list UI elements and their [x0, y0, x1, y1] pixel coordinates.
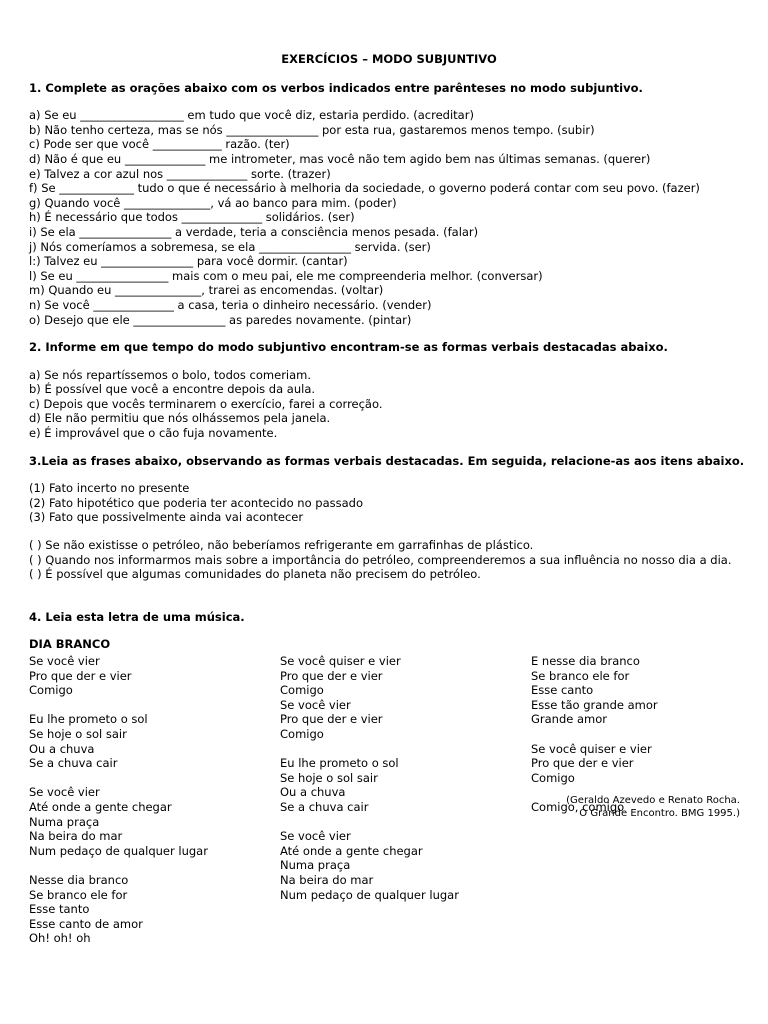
list-item: i) Se ela ________________ a verdade, teria a consciência menos pesada. (falar) [29, 224, 479, 239]
question-3-sentences [29, 538, 749, 582]
lyric-line: Se você vier [280, 829, 351, 844]
song-credits [548, 795, 740, 820]
lyric-line: Oh! oh! oh [29, 931, 91, 946]
lyric-line: Eu lhe prometo o sol [29, 712, 148, 727]
list-item: ( ) Se não existisse o petróleo, não beberíamos refrigerante em garrafinhas de plástico. [29, 538, 534, 553]
lyric-line: Comigo [280, 683, 324, 698]
list-item: e) É improvável que o cão fuja novamente. [29, 426, 278, 441]
credits-line: (Geraldo Azevedo e Renato Rocha. [566, 795, 740, 806]
lyric-line: Grande amor [531, 712, 608, 727]
question-1-items [29, 108, 749, 327]
lyric-line: Numa praça [280, 858, 351, 873]
song-title: DIA BRANCO [29, 637, 111, 652]
lyric-line: Pro que der e vier [280, 712, 383, 727]
question-2-items [29, 368, 749, 441]
lyric-line: E nesse dia branco [531, 654, 640, 668]
list-item: j) Nós comeríamos a sobremesa, se ela ________________ servida. (ser) [29, 239, 431, 254]
lyric-line: Na beira do mar [29, 829, 123, 844]
lyric-line: Comigo [531, 770, 575, 785]
lyric-line: Na beira do mar [280, 872, 374, 887]
lyric-line: Se a chuva cair [280, 799, 369, 814]
lyric-line: Esse tão grande amor [531, 697, 658, 712]
stanza-gap [29, 858, 208, 873]
lyric-line: Até onde a gente chegar [280, 843, 423, 858]
list-item: d) Ele não permitiu que nós olhássemos pela janela. [29, 411, 331, 426]
stanza-gap [531, 727, 658, 742]
list-item: a) Se eu __________________ em tudo que você diz, estaria perdido. (acreditar) [29, 108, 474, 123]
page-title: EXERCÍCIOS – MODO SUBJUNTIVO [281, 52, 497, 66]
list-item: c) Depois que vocês terminarem o exercício, farei a correção. [29, 396, 383, 411]
stanza-gap [29, 698, 208, 713]
lyric-line: Esse canto [531, 683, 594, 698]
lyric-line: Numa praça [29, 814, 100, 829]
list-item: m) Quando eu _______________, trarei as encomendas. (voltar) [29, 283, 384, 298]
lyric-line: Se você quiser e vier [280, 654, 401, 668]
lyric-line: Esse tanto [29, 902, 90, 917]
lyric-line: Nesse dia branco [29, 872, 129, 887]
credits-line: O Grande Encontro. BMG 1995.) [579, 807, 740, 819]
list-item: a) Se nós repartíssemos o bolo, todos comeriam. [29, 367, 312, 382]
lyric-line: Pro que der e vier [280, 668, 383, 683]
lyric-line: Até onde a gente chegar [29, 799, 172, 814]
list-item: g) Quando você _______________, vá ao banco para mim. (poder) [29, 195, 397, 210]
lyric-line: Se branco ele for [29, 887, 128, 902]
list-item: l) Se eu ________________ mais com o meu pai, ele me compreenderia melhor. (conversar) [29, 268, 543, 283]
list-item: o) Desejo que ele ________________ as paredes novamente. (pintar) [29, 312, 412, 327]
question-4-heading: 4. Leia esta letra de uma música. [29, 609, 245, 624]
lyrics-column-2 [280, 654, 459, 902]
lyric-line: Ou a chuva [280, 785, 346, 800]
lyric-line: Ou a chuva [29, 741, 95, 756]
list-item: f) Se _____________ tudo o que é necessário à melhoria da sociedade, o governo poderá contar com seu povo. (fazer) [29, 181, 700, 196]
list-item: d) Não é que eu ______________ me intrometer, mas você não tem agido bem nas últimas semanas. (querer) [29, 151, 651, 166]
list-item: b) Não tenho certeza, mas se nós ________________ por esta rua, gastaremos menos tempo. (subir) [29, 122, 595, 137]
lyric-line: Se você vier [280, 697, 351, 712]
list-item: ( ) Quando nos informarmos mais sobre a importância do petróleo, compreenderemos a sua influência no nosso dia a dia. [29, 552, 732, 567]
list-item: c) Pode ser que você ____________ razão. (ter) [29, 137, 290, 152]
lyric-line: Se você quiser e vier [531, 741, 652, 756]
list-item: (1) Fato incerto no presente [29, 481, 190, 496]
question-3-heading: 3.Leia as frases abaixo, observando as formas verbais destacadas. Em seguida, relacione-as aos itens abaixo. [29, 453, 745, 468]
stanza-gap [280, 815, 459, 830]
lyric-line: Num pedaço de qualquer lugar [280, 887, 459, 902]
question-3-options [29, 481, 749, 525]
list-item: (3) Fato que possivelmente ainda vai acontecer [29, 510, 304, 525]
lyric-line: Num pedaço de qualquer lugar [29, 843, 208, 858]
list-item: (2) Fato hipotético que poderia ter acontecido no passado [29, 495, 363, 510]
lyric-line: Pro que der e vier [29, 668, 132, 683]
lyric-line: Comigo [29, 683, 73, 698]
lyrics-column-3 [531, 654, 658, 815]
list-item: ( ) É possível que algumas comunidades do planeta não precisem do petróleo. [29, 567, 481, 582]
stanza-gap [280, 742, 459, 757]
lyrics-column-1 [29, 654, 208, 946]
lyric-line: Comigo [280, 726, 324, 741]
lyric-line: Eu lhe prometo o sol [280, 756, 399, 771]
lyric-line: Se você vier [29, 654, 100, 668]
question-2-heading: 2. Informe em que tempo do modo subjuntivo encontram-se as formas verbais destacadas abaixo. [29, 340, 668, 355]
list-item: e) Talvez a cor azul nos ______________ sorte. (trazer) [29, 166, 331, 181]
list-item: n) Se você ______________ a casa, teria o dinheiro necessário. (vender) [29, 297, 432, 312]
lyric-line: Se hoje o sol sair [29, 726, 127, 741]
list-item: h) É necessário que todos ______________ solidários. (ser) [29, 210, 355, 225]
lyric-line: Esse canto de amor [29, 916, 143, 931]
lyric-line: Comigo, comigo [531, 799, 625, 814]
lyric-line: Se hoje o sol sair [280, 770, 378, 785]
list-item: l:) Talvez eu ________________ para você dormir. (cantar) [29, 254, 348, 269]
question-1-heading: 1. Complete as orações abaixo com os verbos indicados entre parênteses no modo subjuntivo. [29, 80, 643, 95]
lyric-line: Pro que der e vier [531, 756, 634, 771]
lyric-line: Se a chuva cair [29, 756, 118, 771]
lyric-line: Se branco ele for [531, 668, 630, 683]
lyric-line: Se você vier [29, 785, 100, 800]
list-item: b) É possível que você a encontre depois da aula. [29, 382, 316, 397]
stanza-gap [29, 771, 208, 786]
